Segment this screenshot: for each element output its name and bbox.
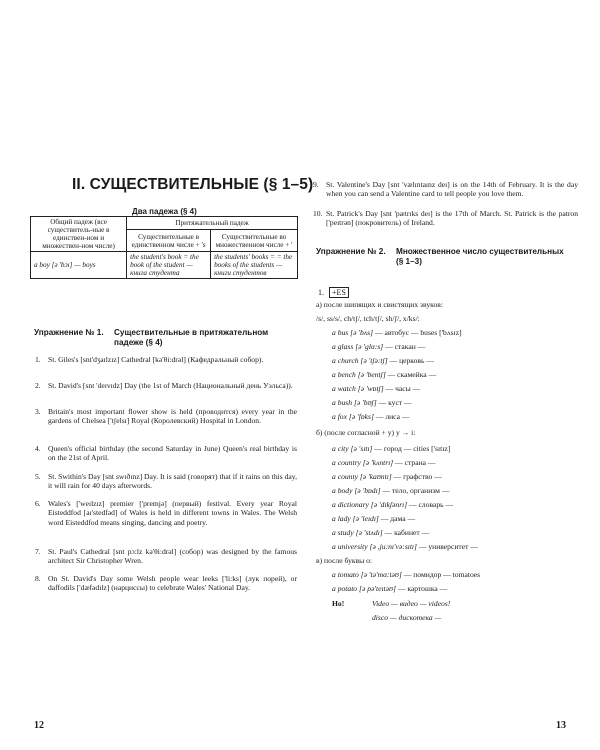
word-line: a church [ə 'tʃə:tʃ] — церковь — (332, 356, 434, 365)
word-line: a country [ə 'kʌntrɪ] — страна — (332, 458, 436, 467)
exercise-2-heading (316, 247, 580, 269)
singular-header: Существительные в единственном числе + 's (127, 229, 211, 251)
word-line: a lady [ə 'leɪdɪ] — дама — (332, 514, 416, 523)
es-rule: 1. +ES (318, 287, 349, 298)
example-plural: the students' books = = the books of the students — книги студентов (211, 252, 298, 279)
es-box: +ES (329, 287, 349, 298)
word-line: a watch [ə 'wɒtʃ] — часы — (332, 384, 421, 393)
list-item: 3. Britain's most important flower show is held (проводится) every year in the gardens of Chelsea ['tʃelsɪ] Royal (Королевский) Hospital in London. (35, 407, 297, 426)
list-item: 10. St. Patrick's Day [snt 'pætrɪks deɪ] is the 17th of March. St. Patrick is the patron ['peɪtrən] (покровитель) of Ireland. (313, 209, 578, 228)
plural-header: Существительные во множественном числе + ' (211, 229, 298, 251)
cases-caption: Два падежа (§ 4) (132, 207, 197, 216)
cases-table (30, 216, 298, 279)
page-number: 13 (556, 720, 566, 731)
list-item: 5. St. Swithin's Day [snt swɪðɪnz] Day. It is said (говорят) that if it rains on this day, it will rain for 40 days afterwords. (35, 472, 297, 491)
sounds: /s/, ss/s/, ch/tʃ/, tch/tʃ/, sh/ʃ/, x/ks/: (316, 314, 420, 323)
exercise-number: Упражнение № 2. (316, 247, 386, 256)
list-item: 9. St. Valentine's Day [snt 'vælɪntaɪnz deɪ] is on the 14th of February. It is the day when you can send a Valentine card to tell people you love them. (313, 180, 578, 199)
list-item: 4. Queen's official birthday (the second Saturday in June) Queen's real birthday is on the 21st of April. (35, 444, 297, 463)
section-a: а) после шипящих и свистящих звуков: (316, 300, 443, 309)
word-line: a tomato [ə 'tə'mɑ:təʊ] — помидор — tomatoes (332, 570, 481, 579)
possessive-header: Притяжательный падеж (127, 217, 298, 230)
exercise-title: Множественное число существительных (§ 1–3) (396, 247, 564, 266)
word-line: a bus [ə 'bʌs] — автобус — buses ['bʌsɪz] (332, 328, 462, 337)
chapter-title: II. СУЩЕСТВИТЕЛЬНЫЕ (§ 1–5) (72, 176, 314, 193)
word-line: a county [ə 'kaʊntɪ] — графство — (332, 472, 442, 481)
list-item: 1. St. Giles's [snt'dʒaɪlzɪz] Cathedral [kə'θi:drəl] (Кафедральный собор). (35, 355, 264, 364)
ho-line: Video — видео — videos! (372, 599, 451, 608)
list-item: 6. Wales's ['weɪlzɪz] premier ['premjə] (первый) festival. Every year Royal Eisteddfod [aɪ'stedfəd] of Wales is held in different towns in Wales. The Welsh word Eisteddfod means singing, dancing and poetry. (35, 499, 297, 527)
word-line: a body [ə 'bɒdɪ] — тело, организм — (332, 486, 450, 495)
word-line: a bush [ə 'bʊʃ] — куст — (332, 398, 412, 407)
page-number: 12 (34, 720, 44, 731)
common-case-header: Общий падеж (все существитель-ные в единствен-ном и множествен-ном числе) (31, 217, 127, 252)
section-c: в) после буквы o: (316, 556, 373, 565)
list-item: 7. St. Paul's Cathedral [snt pɔ:lz kə'θi:drəl] (собор) was designed by the famous architect Sir Christopher Wren. (35, 547, 297, 566)
exercise-1-heading (34, 328, 299, 350)
word-line: a study [ə 'stʌdɪ] — кабинет — (332, 528, 430, 537)
ho-label: Ho! (332, 599, 345, 608)
word-line: a potato [ə pə'teɪtəʊ] — картошка — (332, 584, 448, 593)
word-line: a glass [ə 'glɑ:s] — стакан — (332, 342, 426, 351)
word-line: a bench [ə 'bentʃ] — скамейка — (332, 370, 437, 379)
word-line: a fox [ə 'fɒks] — лиса — (332, 412, 410, 421)
word-line: a city [ə 'sɪtɪ] — город — cities ['sɪtɪz] (332, 444, 451, 453)
exercise-number: Упражнение № 1. (34, 328, 104, 337)
example-singular: the student's book = the book of the student — книга студента (127, 252, 211, 279)
word-line: a dictionary [ə 'dɪkʃənrɪ] — словарь — (332, 500, 454, 509)
section-b: б) (после согласной + y) y → i: (316, 428, 416, 437)
list-item: 2. St. David's [snt 'deɪvɪdz] Day (the 1st of March (Национальный день Уэльса)). (35, 381, 293, 390)
ho-line: disco — дискотека — (372, 613, 442, 622)
word-line: a university [ə ,ju:nɪ'və:sɪtɪ] — университет — (332, 542, 478, 551)
list-item: 8. On St. David's Day some Welsh people wear leeks ['li:ks] (лук порей), or daffodils ['dæfədɪlz] (нарциссы) to celebrate Wales' National Day. (35, 574, 297, 593)
example-common: a boy [ə 'bɔɪ] — boys (31, 252, 127, 279)
exercise-title: Существительные в притяжательном падеже (§ 4) (114, 328, 269, 347)
